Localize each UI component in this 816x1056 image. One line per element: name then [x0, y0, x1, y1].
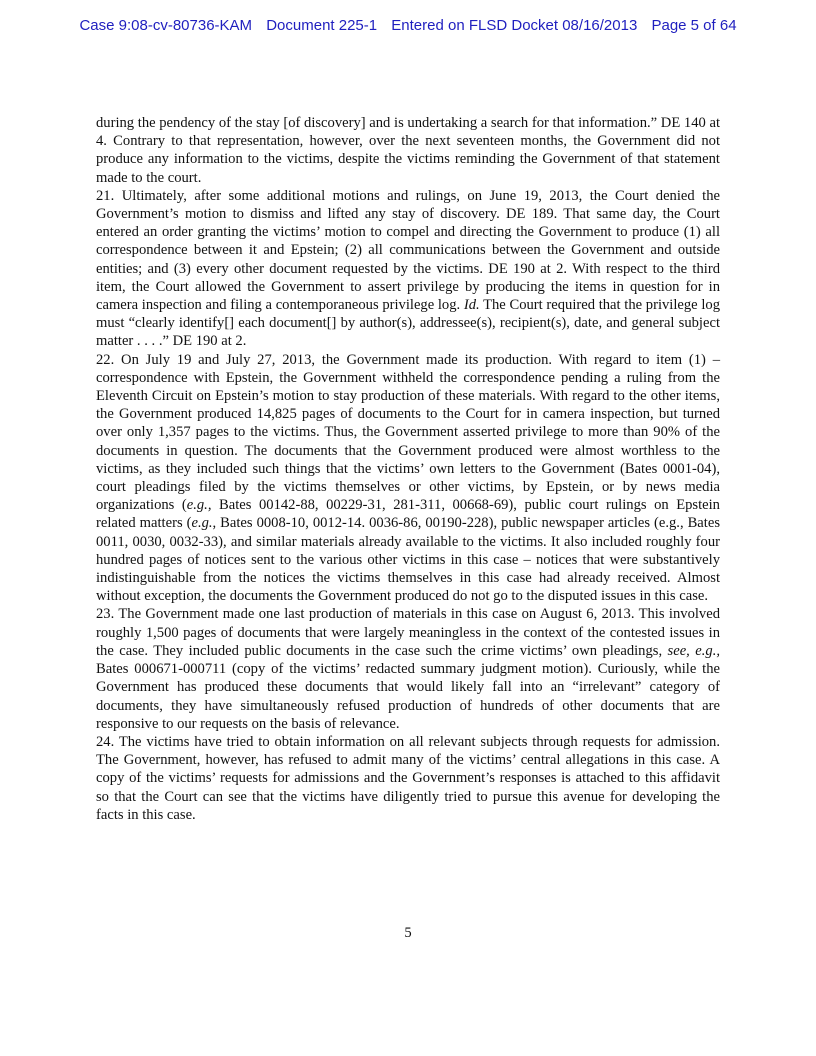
- paragraph-22: [96, 351, 720, 606]
- paragraph-text: Bates 000671-000711 (copy of the victims’ redacted summary judgment motion). Curiously, while the Government has produced these documents that would likely fall into an “irrelevant” category of documents, they have simultaneously refused production of hundreds of other documents that are responsive to our requests on the basis of relevance.: [96, 661, 720, 732]
- paragraph-23: [96, 605, 720, 732]
- paragraph-text: Bates 00142-88, 00229-31, 281-311, 00668-69), public court rulings on Epstein related matters (: [96, 497, 720, 532]
- header-entered-docket: Entered on FLSD Docket 08/16/2013: [391, 17, 638, 34]
- paragraph-text: 21. Ultimately, after some additional motions and rulings, on June 19, 2013, the Court denied the Government’s motion to dismiss and lifted any stay of discovery. DE 189. That same day, the Court entered an order granting the victims’ motion to compel and directing the Government to produce (1) all correspondence between it and Epstein; (2) all communications between the Government and outside entities; and (3) every other document requested by the victims. DE 190 at 2. With respect to the third item, the Court allowed the Government to assert privilege by producing the items in question for in camera inspection and filing a contemporaneous privilege log.: [96, 187, 720, 314]
- paragraph-24: [96, 733, 720, 824]
- document-body: [96, 114, 720, 824]
- paragraph-text: during the pendency of the stay [of discovery] and is undertaking a search for that information.” DE 140 at 4. Contrary to that representation, however, over the next seventeen months, the Government did not produce any information to the victims, despite the victims reminding the Government of that statement made to the court.: [96, 115, 720, 186]
- header-document-number: Document 225-1: [266, 17, 378, 34]
- paragraph-text: 22. On July 19 and July 27, 2013, the Government made its production. With regard to item (1) – correspondence with Epstein, the Government withheld the correspondence pending a ruling from the Eleventh Circuit on Epstein’s motion to stay production of these materials. With regard to the other items, the Government produced 14,825 pages of documents to the Court for in camera inspection, but turned over only 1,357 pages to the victims. Thus, the Government asserted privilege to more than 90% of the documents in question. The documents that the Government produced were almost worthless to the victims, as they included such things that the victims’ own letters to the Government (Bates 0001-04), court pleadings filed by the victims themselves or other victims, by Epstein, or by news media organizations (: [96, 351, 720, 514]
- paragraph-text: 24. The victims have tried to obtain information on all relevant subjects through requests for admission. The Government, however, has refused to admit many of the victims’ central allegations in this case. A copy of the victims’ requests for admissions and the Government’s responses is attached to this affidavit so that the Court can see that the victims have diligently tried to pursue this avenue for developing the facts in this case.: [96, 733, 720, 823]
- paragraph-continuation: [96, 114, 720, 187]
- paragraph-text: The Court required that the privilege log must “clearly identify[] each document[] by author(s), addressee(s), recipient(s), date, and general subject matter . . . .” DE 190 at 2.: [96, 297, 720, 350]
- docket-header: [0, 17, 816, 34]
- citation-italic: see, e.g.,: [667, 642, 720, 659]
- page-number: 5: [404, 925, 412, 941]
- paragraph-21: [96, 187, 720, 351]
- citation-italic: Id.: [463, 297, 480, 314]
- paragraph-text: 23. The Government made one last production of materials in this case on August 6, 2013. This involved roughly 1,500 pages of documents that were largely meaningless in the context of the contested issues in the case. They included public documents in the case such the crime victims’ own pleadings,: [96, 606, 720, 659]
- paragraph-text: , Bates 0008-10, 0012-14. 0036-86, 00190-228), public newspaper articles (e.g., Bates 0011, 0030, 0032-33), and similar materials already available to the victims. It also included roughly four hundred pages of notices sent to the various other victims in this case – notices that were substantively indistinguishable from the notices the victims themselves in this case had already received. Almost without exception, the documents the Government produced do not go to the disputed issues in this case.: [96, 515, 720, 605]
- header-page-count: Page 5 of 64: [651, 17, 737, 34]
- citation-italic: e.g.: [191, 515, 213, 532]
- header-case-number: Case 9:08-cv-80736-KAM: [79, 17, 253, 34]
- citation-italic: e.g.,: [186, 497, 212, 514]
